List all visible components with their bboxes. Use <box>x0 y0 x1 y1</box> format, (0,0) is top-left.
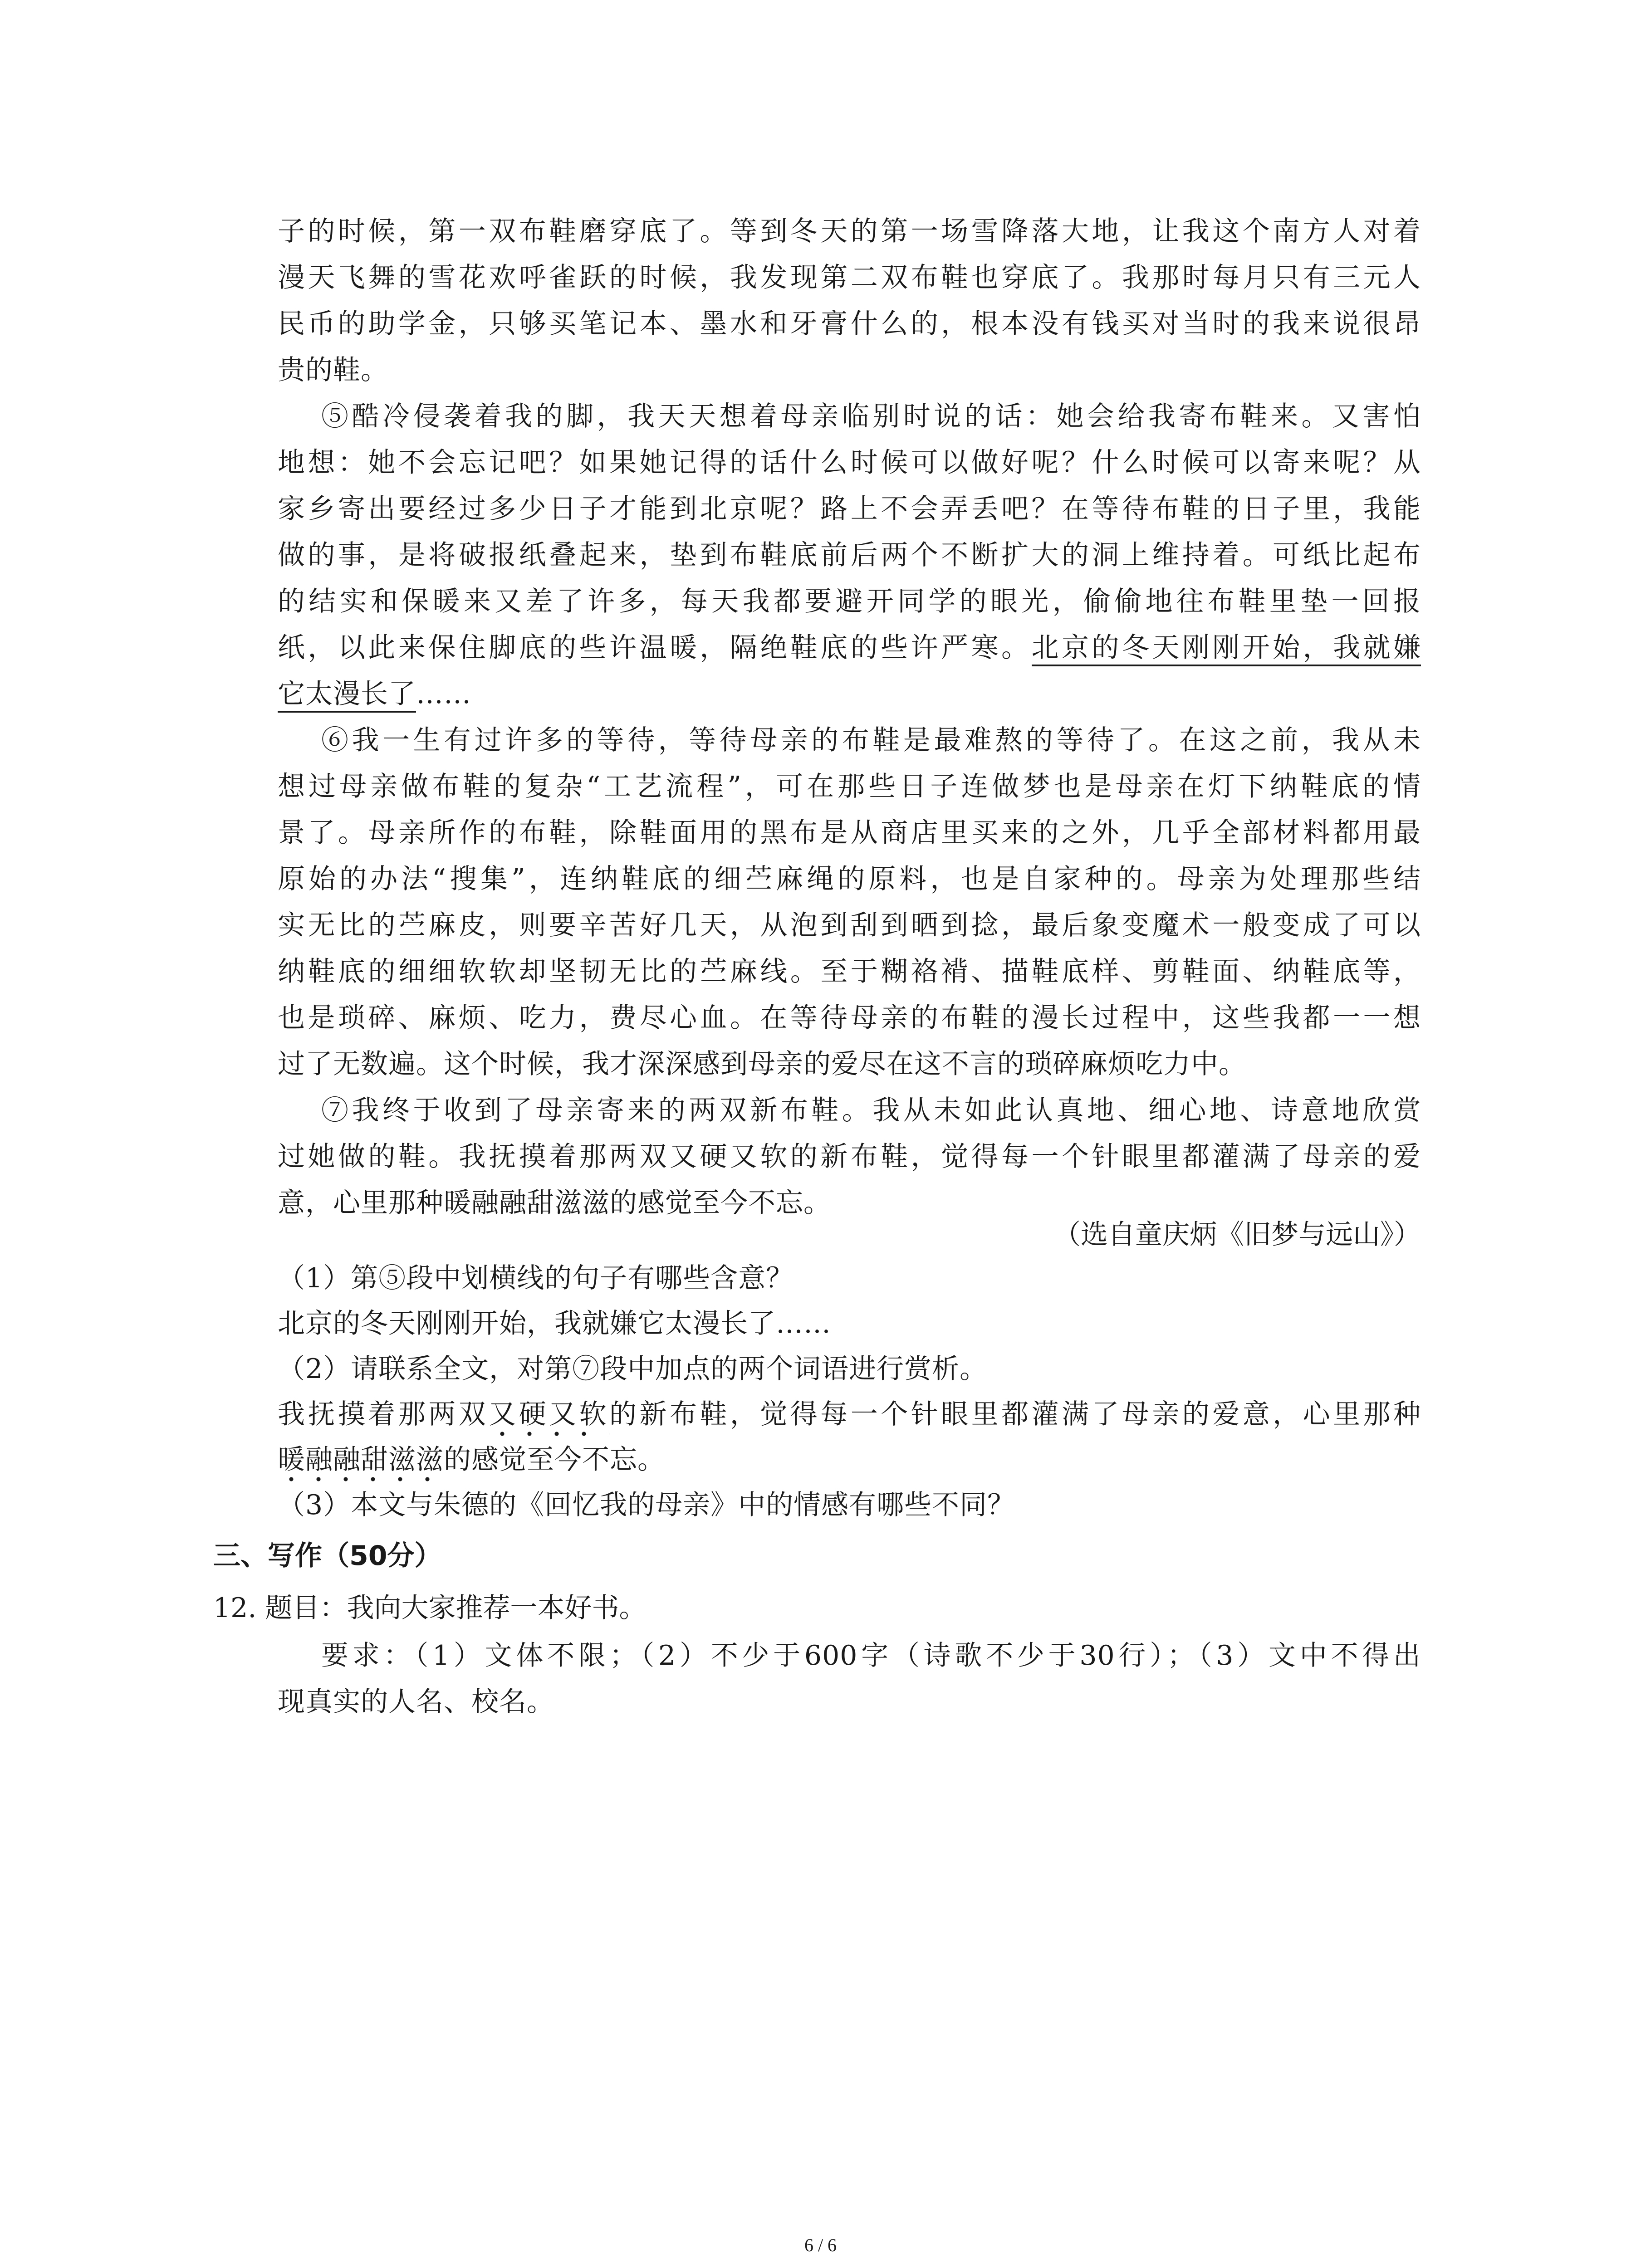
writing-requirements: 要求：（1）文体不限；（2）不少于600字（诗歌不少于30行）；（3）文中不得出 <box>321 1640 1421 1672</box>
passage-line: 想过母亲做布鞋的复杂“工艺流程”，可在那些日子连做梦也是母亲在灯下纳鞋底的情 <box>278 771 1421 802</box>
passage-line: 民币的助学金，只够买笔记本、墨水和牙膏什么的，根本没有钱买对当时的我来说很昂 <box>278 308 1421 340</box>
dotted-phrase: 又硬又软 <box>489 1398 609 1437</box>
page-number: 6 / 6 <box>804 2235 837 2255</box>
question-1: （1）第⑤段中划横线的句子有哪些含意？ <box>278 1262 794 1294</box>
passage-line: 做的事，是将破报纸叠起来，垫到布鞋底前后两个不断扩大的洞上维持着。可纸比起布 <box>278 539 1421 571</box>
passage-line: 漫天飞舞的雪花欢呼雀跃的时候，我发现第二双布鞋也穿底了。我那时每月只有三元人 <box>278 262 1421 293</box>
dotted-phrase: 暖融融甜滋滋 <box>278 1444 444 1482</box>
passage-line: ⑥我一生有过许多的等待，等待母亲的布鞋是最难熬的等待了。在这之前，我从未 <box>321 724 1421 756</box>
question-2-quote-cont <box>278 1437 1421 1482</box>
passage-line <box>278 625 1421 670</box>
question-2-quote <box>278 1392 1421 1437</box>
quote-text: 我抚摸着那两双 <box>278 1398 489 1430</box>
passage-line: 家乡寄出要经过多少日子才能到北京呢？路上不会弄丢吧？在等待布鞋的日子里，我能 <box>278 493 1421 525</box>
passage-line: 意，心里那种暖融融甜滋滋的感觉至今不忘。 <box>278 1187 831 1219</box>
underlined-sentence: 北京的冬天刚刚开始，我就嫌 <box>1032 632 1421 666</box>
passage-text: 纸，以此来保住脚底的些许温暖，隔绝鞋底的些许严寒。 <box>278 632 1032 664</box>
passage-line: 过她做的鞋。我抚摸着那两双又硬又软的新布鞋，觉得每一个针眼里都灌满了母亲的爱 <box>278 1141 1421 1173</box>
underlined-sentence: 它太漫长了 <box>278 678 416 713</box>
passage-text: …… <box>416 678 471 710</box>
writing-requirements-cont: 现真实的人名、校名。 <box>278 1686 554 1718</box>
passage-line: 纳鞋底的细细软软却坚韧无比的苎麻线。至于糊袼褙、描鞋底样、剪鞋面、纳鞋底等， <box>278 956 1421 987</box>
quote-text: 的感觉至今不忘。 <box>444 1444 665 1476</box>
question-1-quote: 北京的冬天刚刚开始，我就嫌它太漫长了…… <box>278 1308 831 1339</box>
quote-text: 的新布鞋，觉得每一个针眼里都灌满了母亲的爱意，心里那种 <box>609 1398 1421 1430</box>
question-number: 12. <box>213 1592 257 1624</box>
writing-question <box>213 1585 647 1631</box>
question-2: （2）请联系全文，对第⑦段中加点的两个词语进行赏析。 <box>278 1353 988 1385</box>
section-title: 三、写作（50分） <box>213 1540 442 1572</box>
passage-line <box>278 671 1421 717</box>
passage-line: 过了无数遍。这个时候，我才深深感到母亲的爱尽在这不言的琐碎麻烦吃力中。 <box>278 1048 1246 1080</box>
passage-line: 实无比的苎麻皮，则要辛苦好几天，从泡到刮到晒到捻，最后象变魔术一般变成了可以 <box>278 909 1421 941</box>
passage-line: 原始的办法“搜集”，连纳鞋底的细苎麻绳的原料，也是自家种的。母亲为处理那些结 <box>278 863 1421 895</box>
writing-topic: 题目：我向大家推荐一本好书。 <box>265 1592 647 1624</box>
passage-line: 子的时候，第一双布鞋磨穿底了。等到冬天的第一场雪降落大地，让我这个南方人对着 <box>278 215 1421 247</box>
passage-source: （选自童庆炳《旧梦与远山》） <box>1053 1219 1421 1251</box>
passage-line: 地想：她不会忘记吧？如果她记得的话什么时候可以做好呢？什么时候可以寄来呢？从 <box>278 447 1421 479</box>
passage-line: 也是琐碎、麻烦、吃力，费尽心血。在等待母亲的布鞋的漫长过程中，这些我都一一想 <box>278 1002 1421 1034</box>
passage-line: 贵的鞋。 <box>278 354 388 386</box>
passage-line: 景了。母亲所作的布鞋，除鞋面用的黑布是从商店里买来的之外，几乎全部材料都用最 <box>278 817 1421 849</box>
question-3: （3）本文与朱德的《回忆我的母亲》中的情感有哪些不同？ <box>278 1489 1015 1521</box>
passage-line: ⑦我终于收到了母亲寄来的两双新布鞋。我从未如此认真地、细心地、诗意地欣赏 <box>321 1095 1421 1126</box>
passage-line: ⑤酷冷侵袭着我的脚，我天天想着母亲临别时说的话：她会给我寄布鞋来。又害怕 <box>321 401 1421 432</box>
passage-line: 的结实和保暖来又差了许多，每天我都要避开同学的眼光，偷偷地往布鞋里垫一回报 <box>278 586 1421 617</box>
